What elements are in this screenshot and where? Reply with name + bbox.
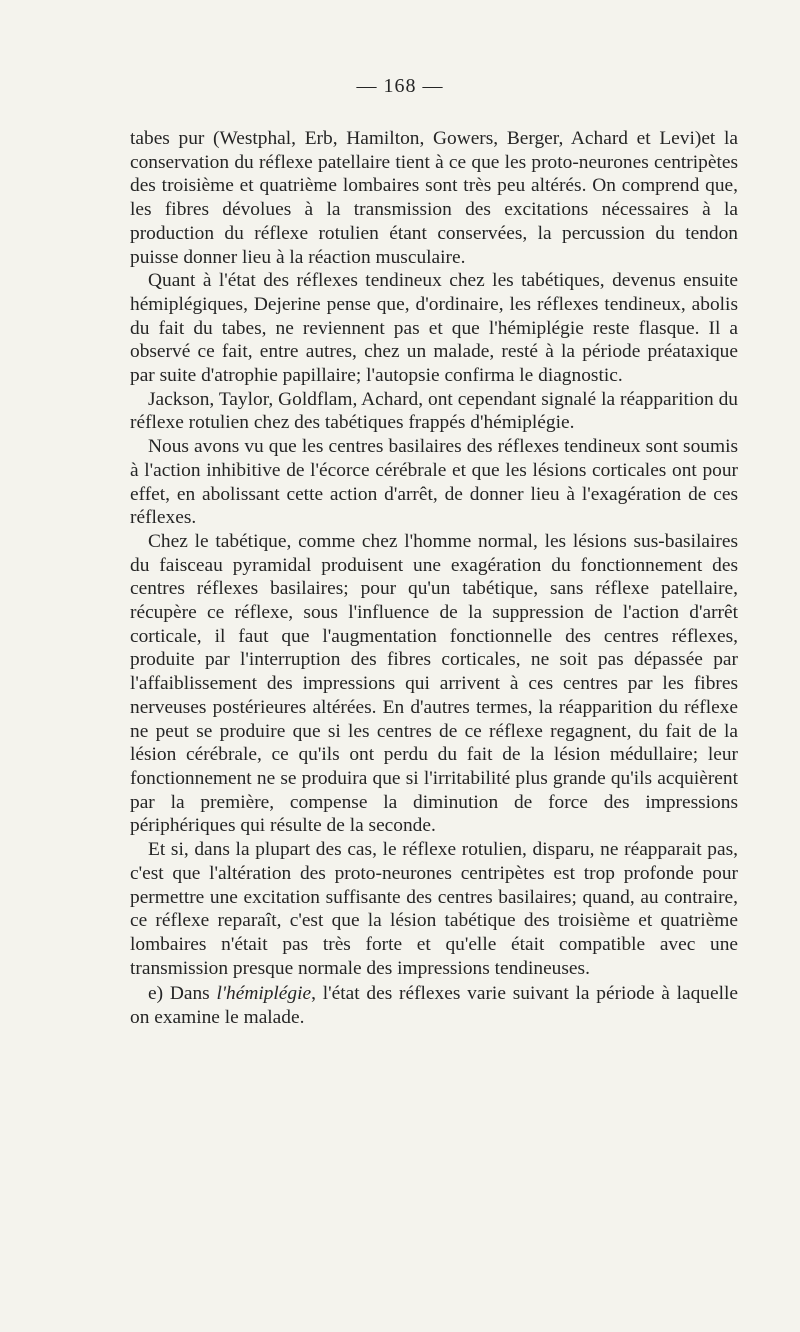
paragraph-1: tabes pur (Westphal, Erb, Hamilton, Gowers, Berger, Achard et Levi)et la conservation du réflexe patellaire tient à ce que les proto-neurones centripètes des troisième et quatrième lombaires sont très peu altérés. On comprend que, les fibres dévolues à la transmission des excitations nécessaires à la production du réflexe rotulien étant conservées, la percussion du tendon puisse donner lieu à la réaction musculaire. bbox=[130, 128, 738, 268]
page-number: — 168 — bbox=[356, 75, 444, 97]
body-text bbox=[130, 127, 738, 1030]
paragraph-6: Et si, dans la plupart des cas, le réflexe rotulien, disparu, ne réapparait pas, c'est que l'altération des proto-neurones centripètes est trop profonde pour permettre une excitation suffisante des centres basilaires; quand, au contraire, ce réflexe reparaît, c'est que la lésion tabétique des troisième et quatrième lombaires n'était pas très forte et qu'elle était compatible avec une transmission presque normale des impressions tendineuses. bbox=[130, 839, 738, 979]
paragraph-2: Quant à l'état des réflexes tendineux chez les tabétiques, devenus ensuite hémiplégiques, Dejerine pense que, d'ordinaire, les réflexes tendineux, abolis du fait du tabes, ne reviennent pas et que l'hémiplégie reste flasque. Il a observé ce fait, entre autres, chez un malade, resté à la période préataxique par suite d'atrophie papillaire; l'autopsie confirma le diagnostic. bbox=[130, 270, 738, 387]
paragraph-5: Chez le tabétique, comme chez l'homme normal, les lésions sus-basilaires du faisceau pyramidal produisent une exagération du fonctionnement des centres réflexes basilaires; pour qu'un tabétique, sans réflexe patellaire, récupère ce réflexe, sous l'influence de la suppression de l'action d'arrêt corticale, il faut que l'augmentation fonctionnelle des centres réflexes, produite par l'interruption des fibres corticales, ne soit pas dépassée par l'affaiblissement des impressions qui arrivent à ces centres par les fibres nerveuses postérieures altérées. En d'autres termes, la réapparition du réflexe ne peut se produire que si les centres de ce réflexe regagnent, du fait de la lésion cérébrale, ce qu'ils ont perdu du fait de la lésion médullaire; leur fonctionnement ne se produira que si l'irritabilité plus grande qu'ils acquièrent par la première, compense la diminution de force des impressions périphériques qui résulte de la seconde. bbox=[130, 530, 738, 837]
paragraph-4: Nous avons vu que les centres basilaires des réflexes tendineux sont soumis à l'action inhibitive de l'écorce cérébrale et que les lésions corticales ont pour effet, en abolissant cette action d'arrêt, de donner lieu à l'exagération de ces réflexes. bbox=[130, 436, 738, 529]
paragraph-7-italic-term: l'hémiplégie bbox=[216, 983, 312, 1005]
paragraph-3: Jackson, Taylor, Goldflam, Achard, ont cependant signalé la réapparition du réflexe rotulien chez des tabétiques frappés d'hémiplégie. bbox=[130, 388, 738, 434]
paragraph-7-suffix: , l'état des réflexes varie suivant la période à laquelle on examine le malade. bbox=[130, 983, 738, 1029]
paragraph-7-prefix: e) Dans bbox=[148, 983, 217, 1005]
paragraph-7 bbox=[130, 982, 738, 1029]
